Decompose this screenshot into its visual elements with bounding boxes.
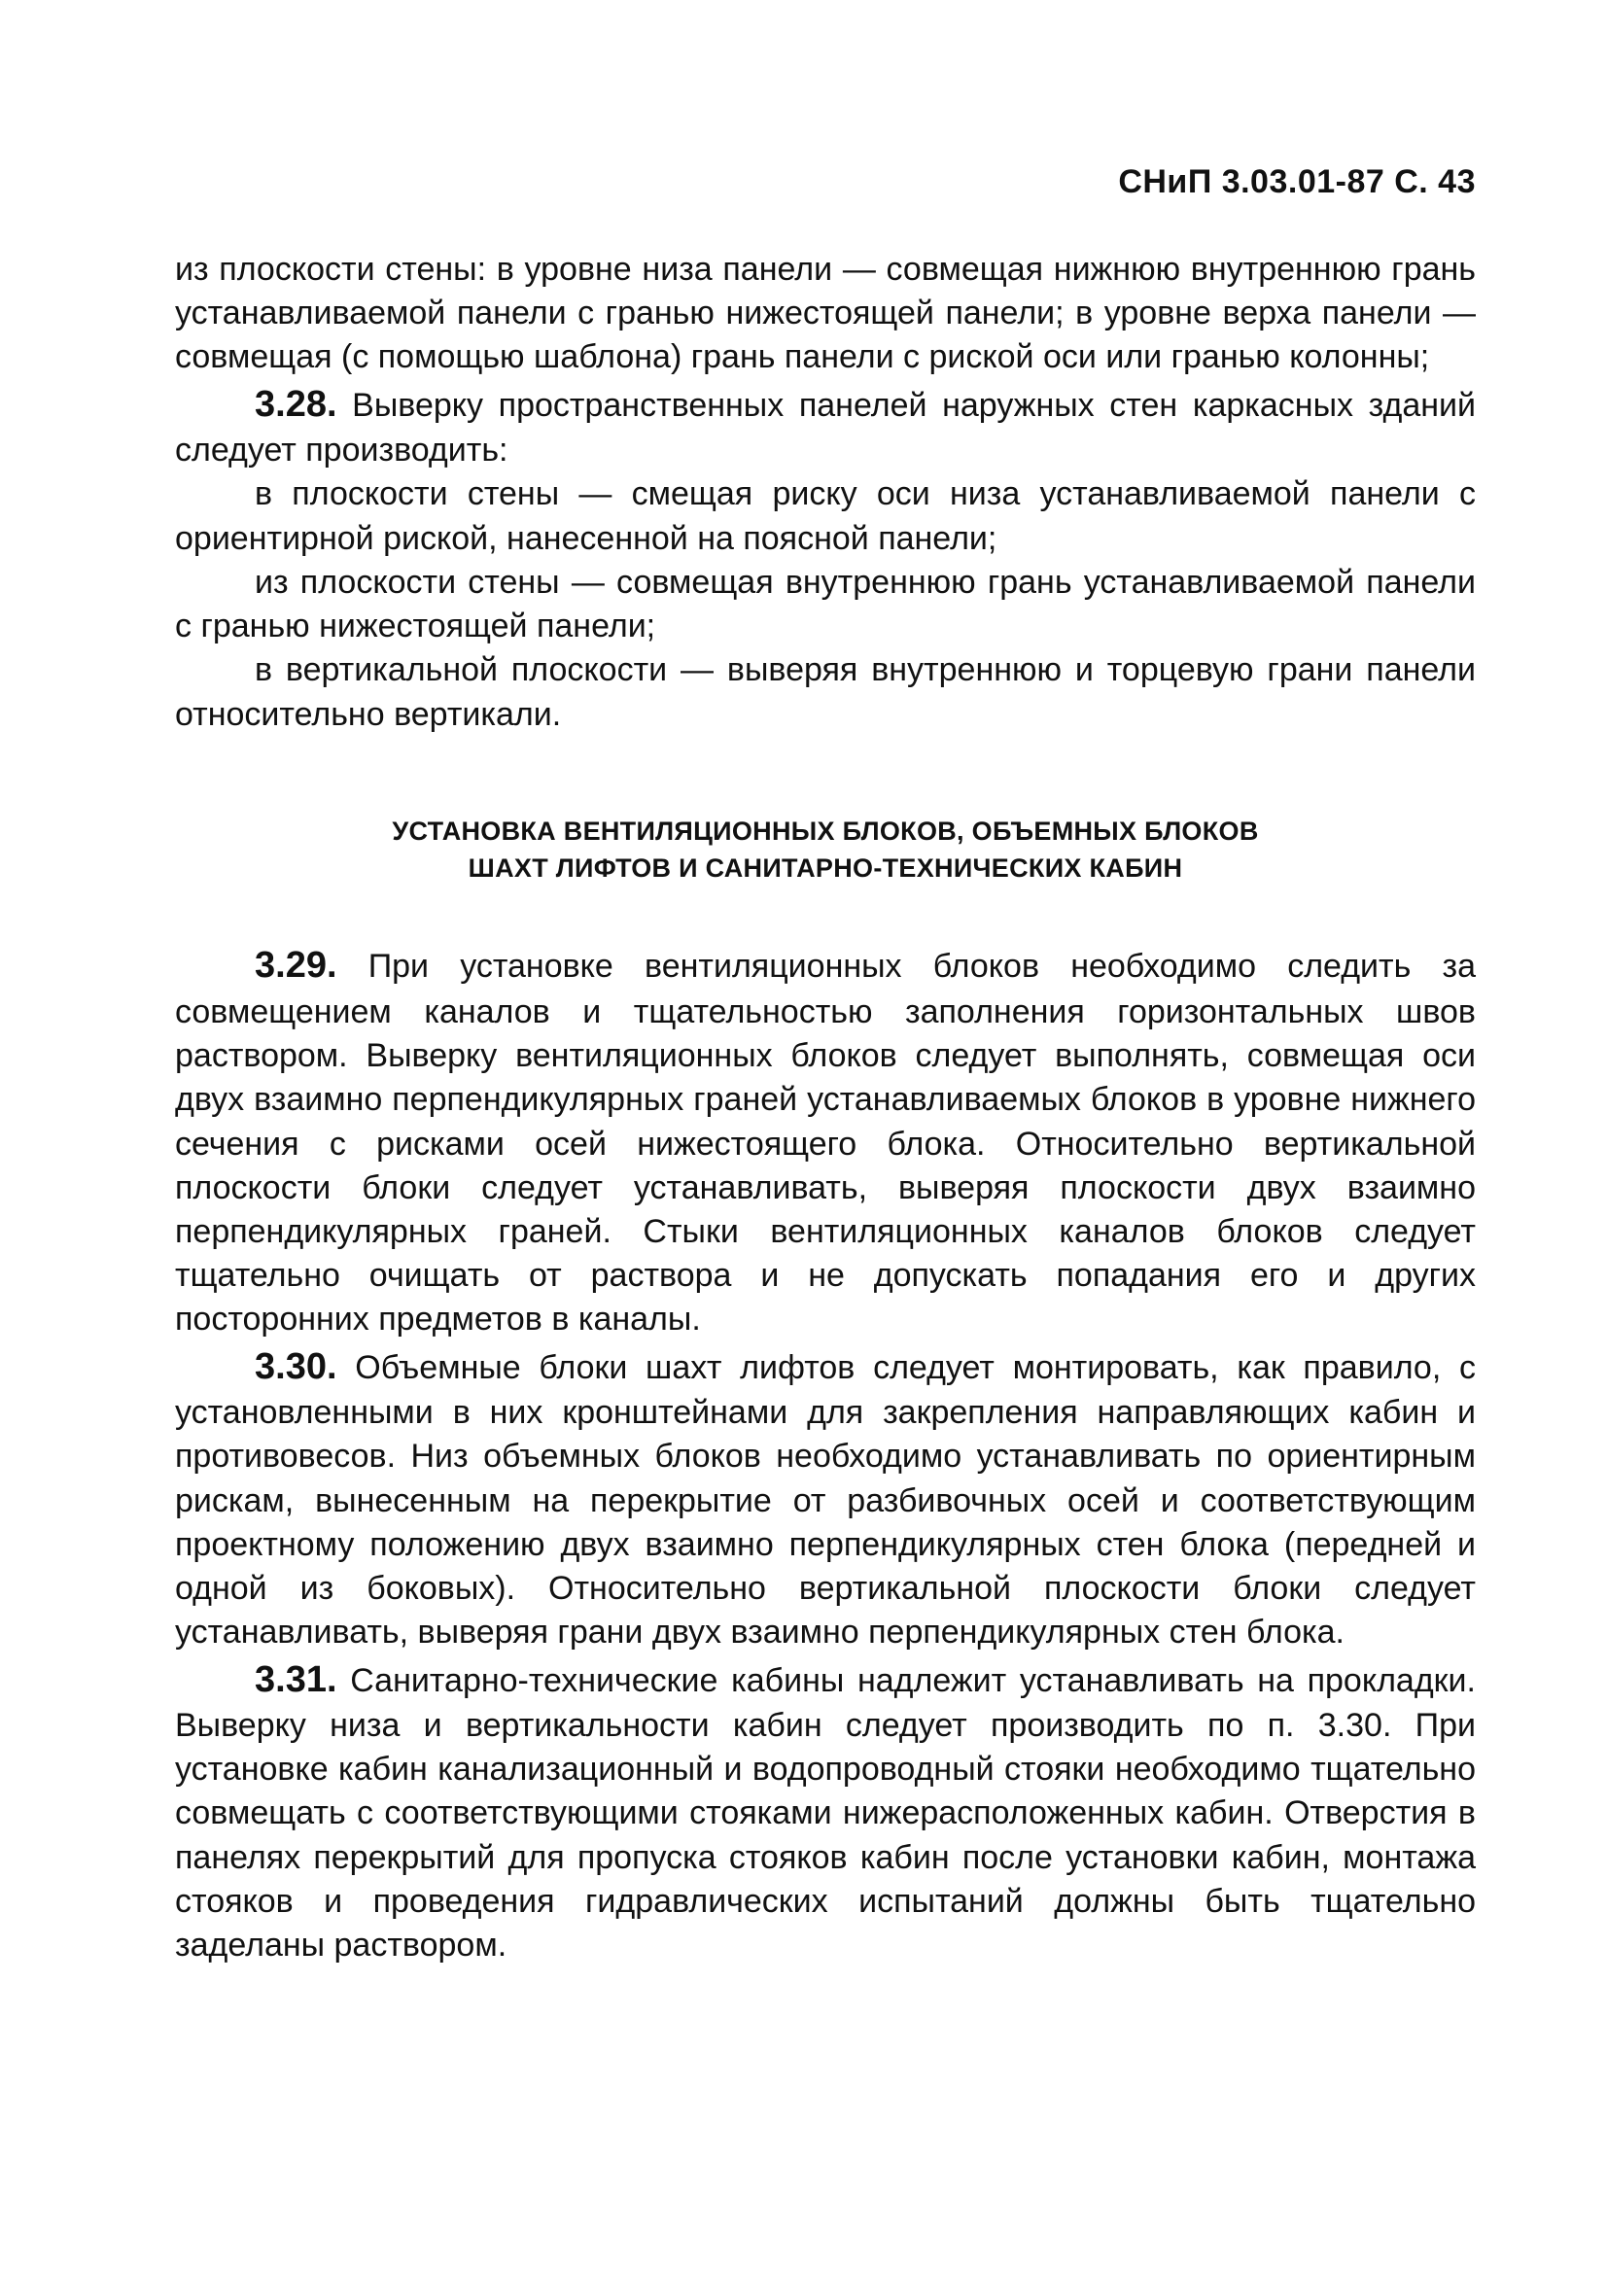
paragraph-text: При установке вентиляционных блоков необходимо следить за совмещением каналов и тщательностью заполнения горизонтальных швов раствором. Выверку вентиляционных блоков следует выполнять, совмещая оси двух взаимно перпендикулярных граней устанавливаемых блоков в уровне нижнего сечения с рисками осей нижестоящего блока. Относительно вертикальной плоскости блоки следует устанавливать, выверяя плоскости двух взаимно перпендикулярных граней. Стыки вентиляционных каналов блоков следует тщательно очищать от раствора и не допускать попадания его и других посторонних предметов в каналы.	[175, 948, 1476, 1339]
clause-3-30	[175, 1342, 1476, 1655]
section-heading	[175, 813, 1476, 887]
paragraph-continuation	[175, 248, 1476, 380]
clause-number: 3.29.	[255, 945, 337, 987]
clause-3-28-item-2	[175, 561, 1476, 648]
clause-3-31	[175, 1655, 1476, 1968]
paragraph-text: Санитарно-технические кабины надлежит устанавливать на прокладки. Выверку низа и вертикальности кабин следует производить по п. 3.30. При установке кабин канализационный и водопроводный стояки необходимо тщательно совмещать с соответствующими стояками нижерасположенных кабин. Отверстия в панелях перекрытий для пропуска стояков кабин после установки кабин, монтажа стояков и проведения гидравлических испытаний должны быть тщательно заделаны раствором.	[175, 1661, 1476, 1965]
paragraph-text: Объемные блоки шахт лифтов следует монтировать, как правило, с установленными в них кронштейнами для закрепления направляющих кабин и противовесов. Низ объемных блоков необходимо устанавливать по ориентирным рискам, вынесенным на перекрытие от разбивочных осей и соответствующим проектному положению двух взаимно перпендикулярных стен блока (передней и одной из боковых). Относительно вертикальной плоскости блоки следует устанавливать, выверяя грани двух взаимно перпендикулярных стен блока.	[175, 1348, 1477, 1652]
clause-3-29	[175, 941, 1476, 1341]
clause-3-28-item-3	[175, 648, 1476, 736]
section-heading-line-1: УСТАНОВКА ВЕНТИЛЯЦИОННЫХ БЛОКОВ, ОБЪЕМНЫХ БЛОКОВ	[392, 816, 1259, 846]
paragraph-text: из плоскости стены: в уровне низа панели — совмещая нижнюю внутреннюю грань устанавливаемой панели с гранью нижестоящей панели; в уровне верха панели — совмещая (с помощью шаблона) грань панели с риской оси или гранью колонны;	[175, 251, 1476, 376]
clause-number: 3.31.	[255, 1658, 337, 1700]
paragraph-text: из плоскости стены — совмещая внутреннюю грань устанавливаемой панели с гранью нижестоящей панели;	[175, 563, 1476, 645]
clause-number: 3.30.	[255, 1345, 337, 1387]
clause-number: 3.28.	[255, 383, 337, 425]
page-body	[175, 248, 1476, 1967]
clause-3-28	[175, 380, 1476, 473]
paragraph-text: в вертикальной плоскости — выверяя внутреннюю и торцевую грани панели относительно вертикали.	[175, 651, 1476, 733]
paragraph-text: в плоскости стены — смещая риску оси низа устанавливаемой панели с ориентирной риской, нанесенной на поясной панели;	[175, 475, 1476, 557]
section-heading-line-2: ШАХТ ЛИФТОВ И САНИТАРНО-ТЕХНИЧЕСКИХ КАБИН	[468, 853, 1183, 884]
paragraph-text: Выверку пространственных панелей наружных стен каркасных зданий следует производить:	[175, 386, 1476, 470]
running-header: СНиП 3.03.01-87 С. 43	[1118, 163, 1476, 200]
clause-3-28-item-1	[175, 472, 1476, 560]
